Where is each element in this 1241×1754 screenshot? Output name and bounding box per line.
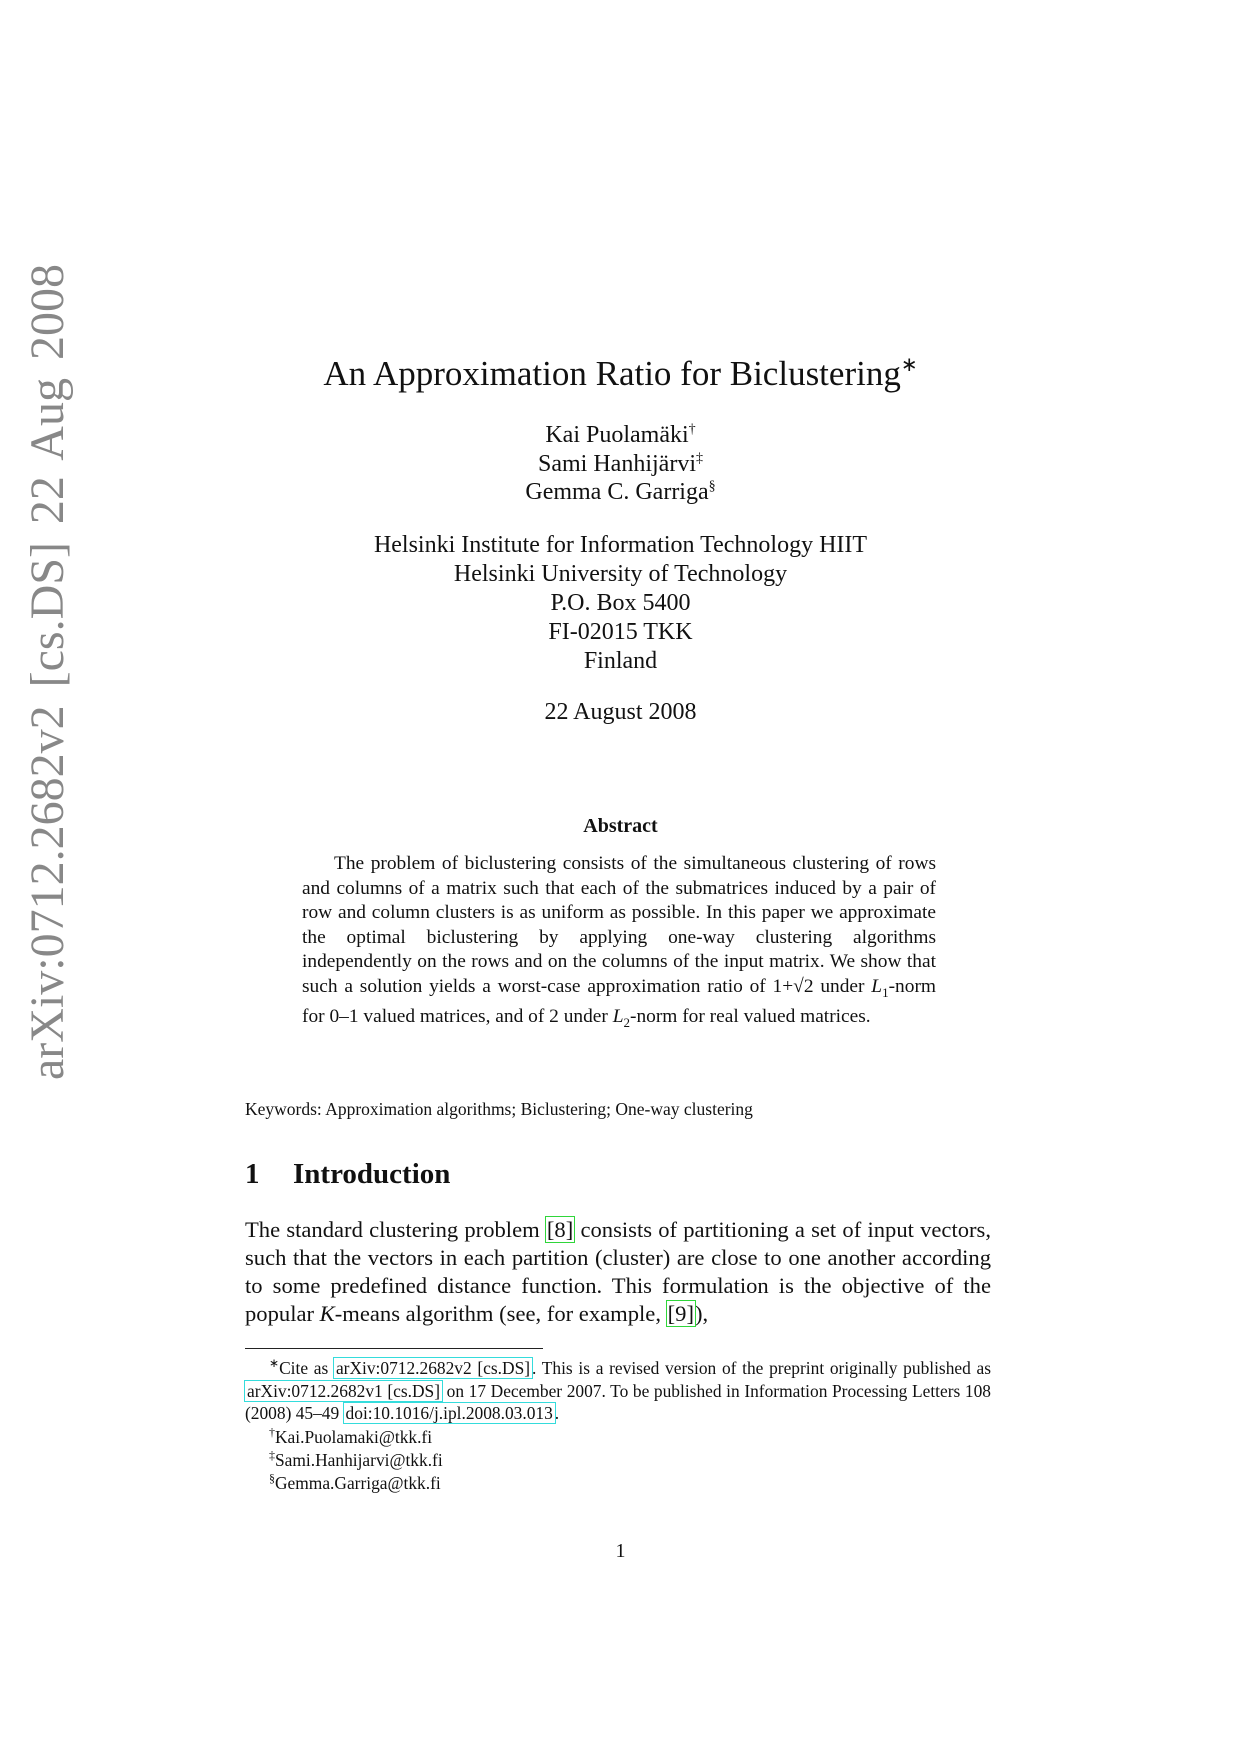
abstract-heading: Abstract: [583, 815, 658, 837]
author-1: Kai Puolamäki†: [545, 422, 696, 448]
keywords: Keywords: Approximation algorithms; Biclustering; One-way clustering: [245, 1099, 753, 1119]
abstract-body: The problem of biclustering consists of the simultaneous clustering of rows and columns of a matrix such that each of the submatrices induced by a pair of row and column clusters is as uniform as possible. In this paper we approximate the optimal biclustering by applying one-way clustering algorithms independently on the rows and on the columns of the input matrix. We show that such a solution yields a worst-case approximation ratio of 1+√2 under $L_1$-norm for 0–1 valued matrices, and of 2 under $L_2$-norm for real valued matrices.: [302, 853, 936, 1031]
footnote-email-3: §Gemma.Garriga@tkk.fi: [269, 1471, 441, 1493]
section-heading: [245, 1158, 450, 1191]
title-text: An Approximation Ratio for Biclustering: [323, 354, 901, 393]
title-footnote-mark: ∗: [900, 354, 918, 376]
affiliation-line: Helsinki University of Technology: [453, 561, 788, 587]
citation-link-8[interactable]: [8]: [546, 1217, 574, 1242]
arxiv-stamp: arXiv:0712.2682v2 [cs.DS] 22 Aug 2008: [21, 264, 74, 1080]
affiliation-line: Finland: [583, 648, 658, 674]
paper-title: [0, 343, 1241, 396]
doi-link[interactable]: doi:10.1016/j.ipl.2008.03.013: [345, 1403, 553, 1424]
citation-link-9[interactable]: [9]: [667, 1301, 694, 1326]
footnote-cite-as: ∗Cite as arXiv:0712.2682v2 [cs.DS] . This is a revised version of the preprint originally published as arXiv:0712.2682v1 [cs.DS] on 17 December 2007. To be published in Information Processing Letters 108 (2008) 45–49 doi:10.1016/j.ipl.2008.03.013 .: [245, 1356, 991, 1424]
date: 22 August 2008: [544, 699, 697, 725]
section-number: 1: [245, 1158, 260, 1190]
footnote-rule: [245, 1348, 543, 1349]
author-2: Sami Hanhijärvi‡: [538, 451, 703, 477]
intro-paragraph: The standard clustering problem [8] consists of partitioning a set of input vectors, such that the vectors in each partition (cluster) are close to one another according to some predefined distance function. This formulation is the objective of the popular K-means algorithm (see, for example, [9]),: [245, 1217, 991, 1326]
affiliation-line: P.O. Box 5400: [550, 590, 691, 616]
ratio-formula: 1+√2: [772, 975, 814, 997]
arxiv-v1-link[interactable]: arXiv:0712.2682v1 [cs.DS]: [247, 1380, 440, 1401]
affiliation-line: Helsinki Institute for Information Technology HIIT: [373, 532, 868, 558]
footnote-email-1: †Kai.Puolamaki@tkk.fi: [269, 1425, 433, 1447]
arxiv-v2-link[interactable]: arXiv:0712.2682v2 [cs.DS]: [335, 1358, 531, 1378]
footnote-email-2: ‡Sami.Hanhijarvi@tkk.fi: [269, 1448, 443, 1470]
affiliation-line: FI-02015 TKK: [548, 619, 693, 645]
section-title: Introduction: [293, 1158, 451, 1190]
author-3: Gemma C. Garriga§: [525, 479, 716, 505]
page-number: 1: [615, 1540, 626, 1562]
